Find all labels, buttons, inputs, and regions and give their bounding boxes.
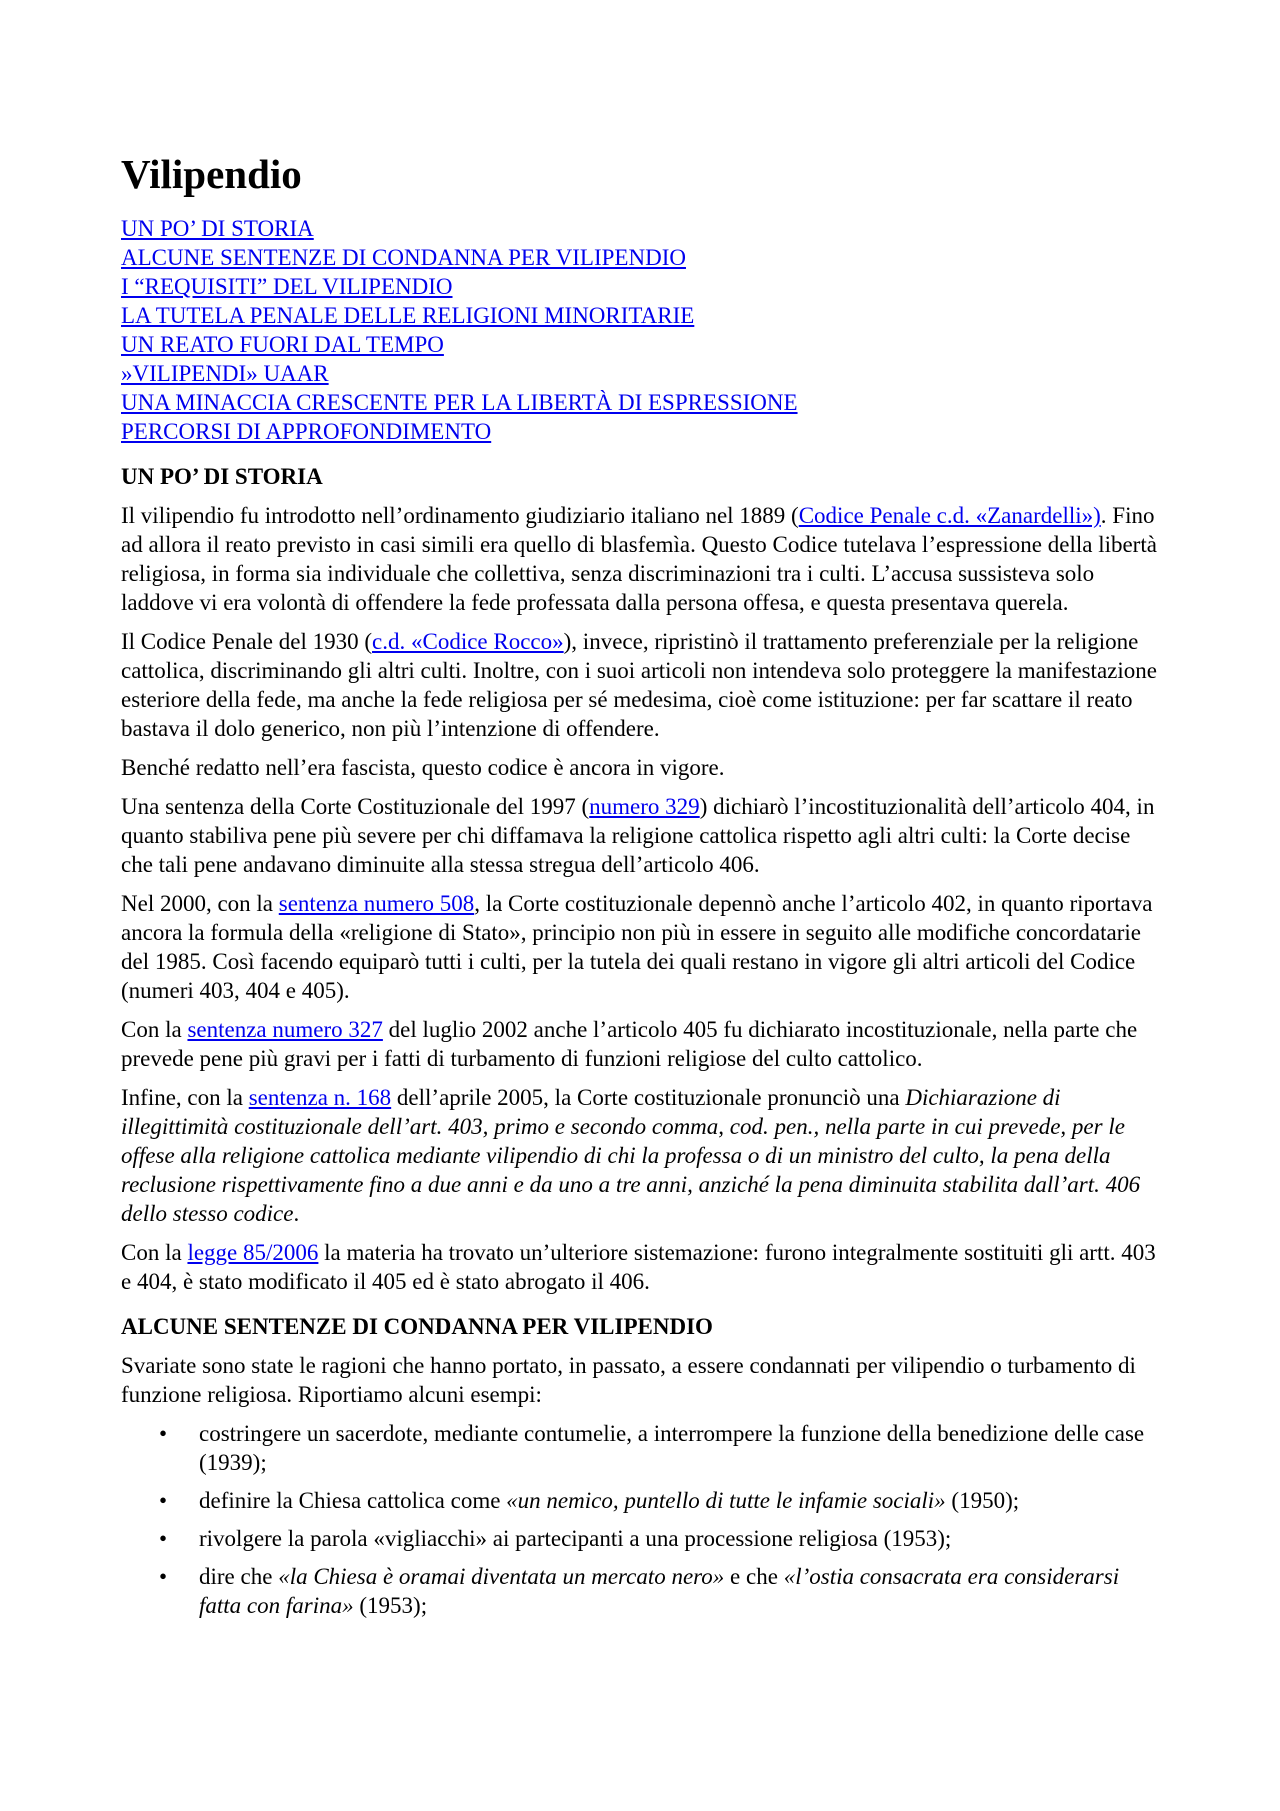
document-page [121, 150, 1161, 1629]
text: Infine, con la [121, 1085, 249, 1110]
bullet-icon: • [159, 1488, 168, 1513]
table-of-contents [121, 214, 1161, 446]
toc-link-reato[interactable]: UN REATO FUORI DAL TEMPO [121, 332, 444, 357]
link-sentenza-327[interactable]: sentenza numero 327 [187, 1017, 383, 1042]
toc-link-vilipendi-uaar[interactable]: »VILIPENDI» UAAR [121, 361, 329, 386]
paragraph [121, 501, 1161, 617]
paragraph: Benché redatto nell’era fascista, questo codice è ancora in vigore. [121, 755, 725, 780]
link-codice-zanardelli[interactable]: Codice Penale c.d. «Zanardelli») [798, 503, 1101, 528]
italic-quote: «l’ostia consacrata era considerarsi fatta con farina» [199, 1564, 1120, 1618]
text: Una sentenza della Corte Costituzionale del 1997 ( [121, 794, 590, 819]
paragraph [121, 792, 1161, 879]
examples-list [121, 1419, 1161, 1620]
italic-quote: Dichiarazione di illegittimità costituzionale dell’art. 403, primo e secondo comma, cod. pen., nella parte in cui prevede, per le offese alla religione cattolica mediante vilipendio di chi la professa o di un ministro del culto, la pena della reclusione rispettivamente fino a due anni e da uno a tre anni, anziché la pena diminuita stabilita dall’art. 406 dello stesso codice [121, 1085, 1141, 1226]
page-title: Vilipendio [121, 151, 302, 197]
text: Il vilipendio fu introdotto nell’ordinamento giudiziario italiano nel 1889 ( [121, 503, 799, 528]
toc-link-storia[interactable]: UN PO’ DI STORIA [121, 216, 314, 241]
list-item [121, 1419, 1161, 1477]
paragraph [121, 1083, 1161, 1228]
list-item [121, 1486, 1161, 1515]
text: . Fino ad allora il reato previsto in casi simili era quello di blasfemìa. Questo Codice tutelava l’espressione della libertà religiosa, in forma sia individuale che collettiva, senza discriminazioni tra i culti. L’accusa sussisteva solo laddove vi era volontà di offendere la fede professata dalla persona offesa, e questa presentava querela. [121, 503, 1157, 615]
text: definire la Chiesa cattolica come [199, 1488, 507, 1513]
text: ), invece, ripristinò il trattamento preferenziale per la religione cattolica, discriminando gli altri culti. Inoltre, con i suoi articoli non intendeva solo proteggere la manifestazione esteriore della fede, ma anche la fede religiosa per sé medesima, cioè come istituzione: per far scattare il reato bastava il dolo generico, non più l’intenzione di offendere. [121, 629, 1157, 741]
list-item [121, 1562, 1161, 1620]
text: dell’aprile 2005, la Corte costituzionale pronunciò una [391, 1085, 906, 1110]
list-item [121, 1524, 1161, 1553]
link-sentenza-168[interactable]: sentenza n. 168 [248, 1085, 392, 1110]
toc-link-sentenze[interactable]: ALCUNE SENTENZE DI CONDANNA PER VILIPENDIO [121, 245, 686, 270]
text: , la Corte costituzionale depennò anche l’articolo 402, in quanto riportava ancora la formula della «religione di Stato», principio non più in essere in seguito alle modifiche concordatarie del 1985. Così facendo equiparò tutti i culti, per la tutela dei quali restano in vigore gli altri articoli del Codice (numeri 403, 404 e 405). [121, 891, 1153, 1003]
paragraph [121, 1015, 1161, 1073]
italic-quote: «la Chiesa è oramai diventata un mercato nero» [278, 1564, 725, 1589]
paragraph [121, 1238, 1161, 1296]
text: e che [724, 1564, 784, 1589]
bullet-icon: • [159, 1421, 168, 1446]
text: rivolgere la parola «vigliacchi» ai partecipanti a una processione religiosa (1953); [199, 1526, 952, 1551]
text: (1953); [353, 1593, 428, 1618]
link-codice-rocco[interactable]: c.d. «Codice Rocco» [372, 629, 564, 654]
toc-link-percorsi[interactable]: PERCORSI DI APPROFONDIMENTO [121, 419, 492, 444]
section-heading-storia: UN PO’ DI STORIA [121, 464, 323, 489]
text: Con la [121, 1240, 188, 1265]
link-numero-329[interactable]: numero 329 [589, 794, 700, 819]
text: (1950); [945, 1488, 1020, 1513]
text: costringere un sacerdote, mediante contumelie, a interrompere la funzione della benedizione delle case (1939); [199, 1421, 1145, 1475]
section-heading-sentenze: ALCUNE SENTENZE DI CONDANNA PER VILIPENDIO [121, 1314, 713, 1339]
text: . [293, 1201, 300, 1226]
bullet-icon: • [159, 1564, 168, 1589]
paragraph: Svariate sono state le ragioni che hanno portato, in passato, a essere condannati per vilipendio o turbamento di funzione religiosa. Riportiamo alcuni esempi: [121, 1353, 1136, 1407]
toc-link-minaccia[interactable]: UNA MINACCIA CRESCENTE PER LA LIBERTÀ DI ESPRESSIONE [121, 390, 798, 415]
text: Il Codice Penale del 1930 ( [121, 629, 373, 654]
toc-link-requisiti[interactable]: I “REQUISITI” DEL VILIPENDIO [121, 274, 453, 299]
text: Nel 2000, con la [121, 891, 279, 916]
text: dire che [199, 1564, 279, 1589]
link-sentenza-508[interactable]: sentenza numero 508 [278, 891, 475, 916]
bullet-icon: • [159, 1526, 168, 1551]
text: del luglio 2002 anche l’articolo 405 fu dichiarato incostituzionale, nella parte che prevede pene più gravi per i fatti di turbamento di funzioni religiose del culto cattolico. [121, 1017, 1138, 1071]
paragraph [121, 627, 1161, 743]
italic-quote: «un nemico, puntello di tutte le infamie sociali» [506, 1488, 946, 1513]
text: la materia ha trovato un’ulteriore sistemazione: furono integralmente sostituiti gli artt. 403 e 404, è stato modificato il 405 ed è stato abrogato il 406. [121, 1240, 1156, 1294]
text: Con la [121, 1017, 188, 1042]
toc-link-tutela[interactable]: LA TUTELA PENALE DELLE RELIGIONI MINORITARIE [121, 303, 695, 328]
paragraph [121, 889, 1161, 1005]
link-legge-85-2006[interactable]: legge 85/2006 [187, 1240, 319, 1265]
text: ) dichiarò l’incostituzionalità dell’articolo 404, in quanto stabiliva pene più severe per chi diffamava la religione cattolica rispetto agli altri culti: la Corte decise che tali pene andavano diminuite alla stessa stregua dell’articolo 406. [121, 794, 1155, 877]
